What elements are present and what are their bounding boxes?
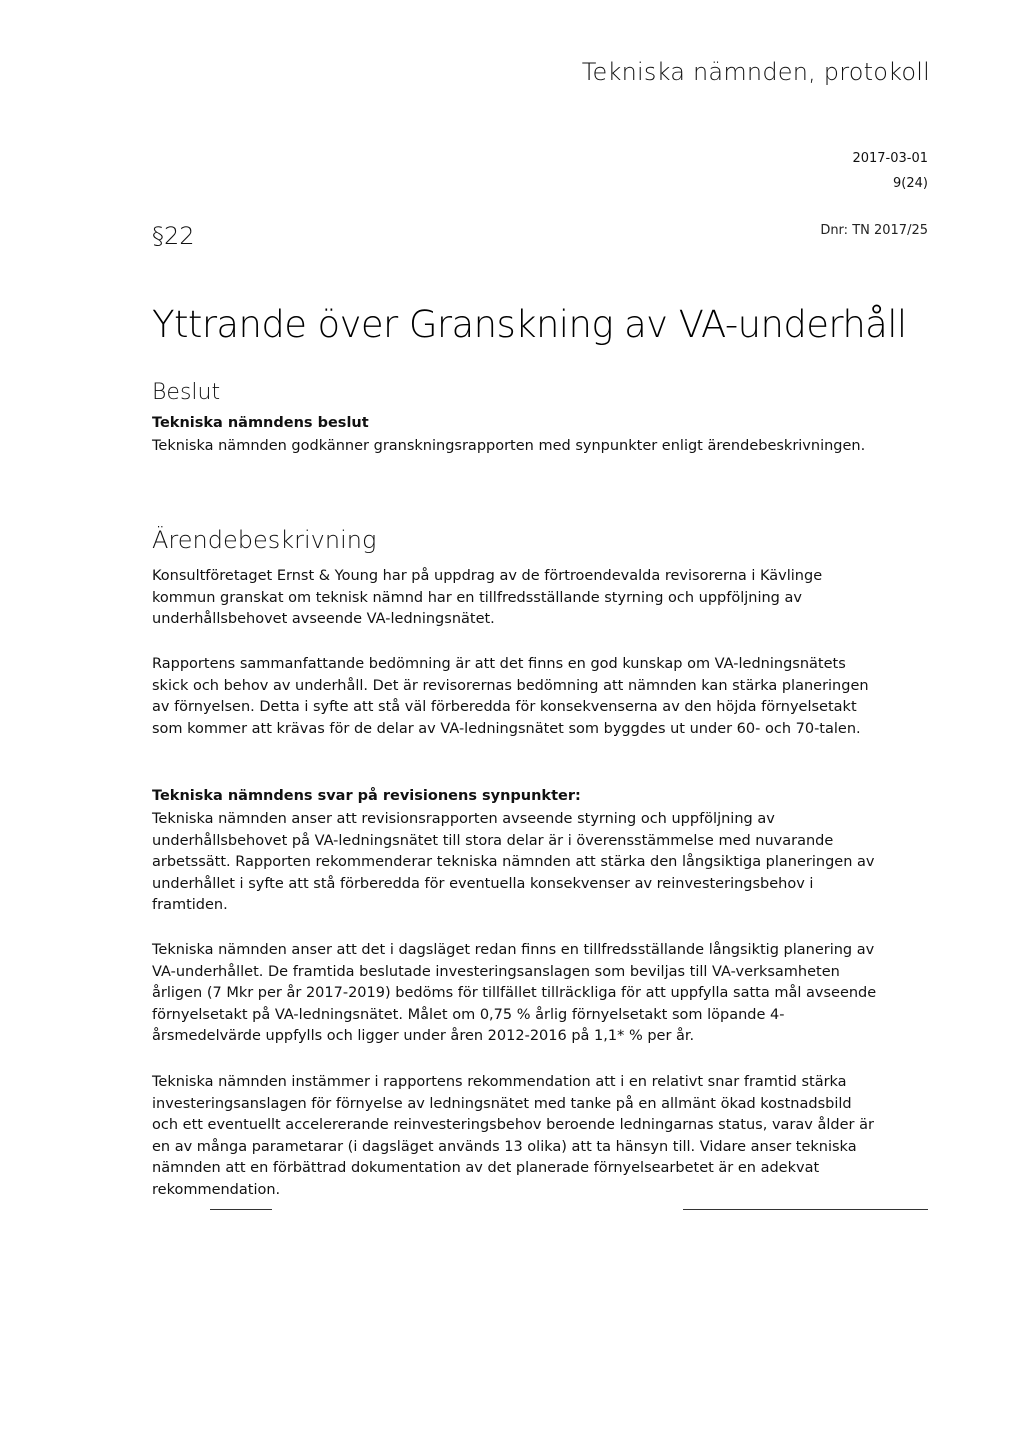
document-header-title: Tekniska nämnden, protokoll: [581, 58, 930, 86]
svar-heading: Tekniska nämndens svar på revisionens synpunkter:: [152, 788, 581, 804]
page-title: Yttrande över Granskning av VA-underhåll: [152, 303, 907, 346]
beslut-text: Tekniska nämnden godkänner granskningsrapporten med synpunkter enligt ärendebeskrivningen.: [152, 438, 866, 454]
arende-paragraph-1: Konsultföretaget Ernst & Young har på uppdrag av de förtroendevalda revisorerna i Kävlinge kommun granskat om teknisk nämnd har en tillfredsställande styrning och uppföljning av underhållsbehovet avseende VA-ledningsnätet.: [152, 568, 823, 627]
svar-paragraph-3: Tekniska nämnden instämmer i rapportens rekommendation att i en relativt snar framtid stärka investeringsanslagen för förnyelse av ledningsnätet med tanke på en allmänt ökad kostnadsbild och ett eventuellt accelererande reinvesteringsbehov beroende ledningarnas status, varav ålder är en av många parametarar (i dagsläget används 13 olika) att ta hänsyn till. Vidare anser tekniska nämnden att en förbättrad dokumentation av det planerade förnyelsearbetet är en adekvat rekommendation.: [152, 1074, 874, 1198]
arende-heading: Ärendebeskrivning: [152, 526, 377, 554]
arende-paragraph-2: Rapportens sammanfattande bedömning är att det finns en god kunskap om VA-ledningsnätets skick och behov av underhåll. Det är revisorernas bedömning att nämnden kan stärka planeringen av förnyelsen. Detta i syfte att stå väl förberedda för konsekvenserna av den höjda förnyelsetakt som kommer att krävas för de delar av VA-ledningsnätet som byggdes ut under 60- och 70-talen.: [152, 656, 869, 737]
page-number: 9(24): [893, 176, 928, 191]
beslut-subheading: Tekniska nämndens beslut: [152, 415, 369, 431]
document-date: 2017-03-01: [852, 151, 928, 166]
svar-paragraph-2: Tekniska nämnden anser att det i dagsläget redan finns en tillfredsställande långsiktig planering av VA-underhållet. De framtida beslutade investeringsanslagen som beviljas till VA-verksamheten årligen (7 Mkr per år 2017-2019) bedöms för tillfället tillräckliga för att uppfylla satta mål avseende förnyelsetakt på VA-ledningsnätet. Målet om 0,75 % årlig förnyelsetakt som löpande 4-årsmedelvärde uppfylls och ligger under åren 2012-2016 på 1,1* % per år.: [152, 942, 877, 1044]
beslut-heading: Beslut: [152, 380, 221, 405]
paragraph-number: §22: [152, 222, 195, 250]
svar-paragraph-1: Tekniska nämnden anser att revisionsrapporten avseende styrning och uppföljning av underhållsbehovet på VA-ledningsnätet till stora delar är i överensstämmelse med nuvarande arbetssätt. Rapporten rekommenderar tekniska nämnden att stärka den långsiktiga planeringen av underhållet i syfte att stå förberedda för eventuella konsekvenser av reinvesteringsbehov i framtiden.: [152, 811, 875, 913]
footer-rule-right: [683, 1209, 928, 1210]
diary-number: Dnr: TN 2017/25: [820, 223, 928, 238]
footer-rule-left: [210, 1209, 272, 1210]
